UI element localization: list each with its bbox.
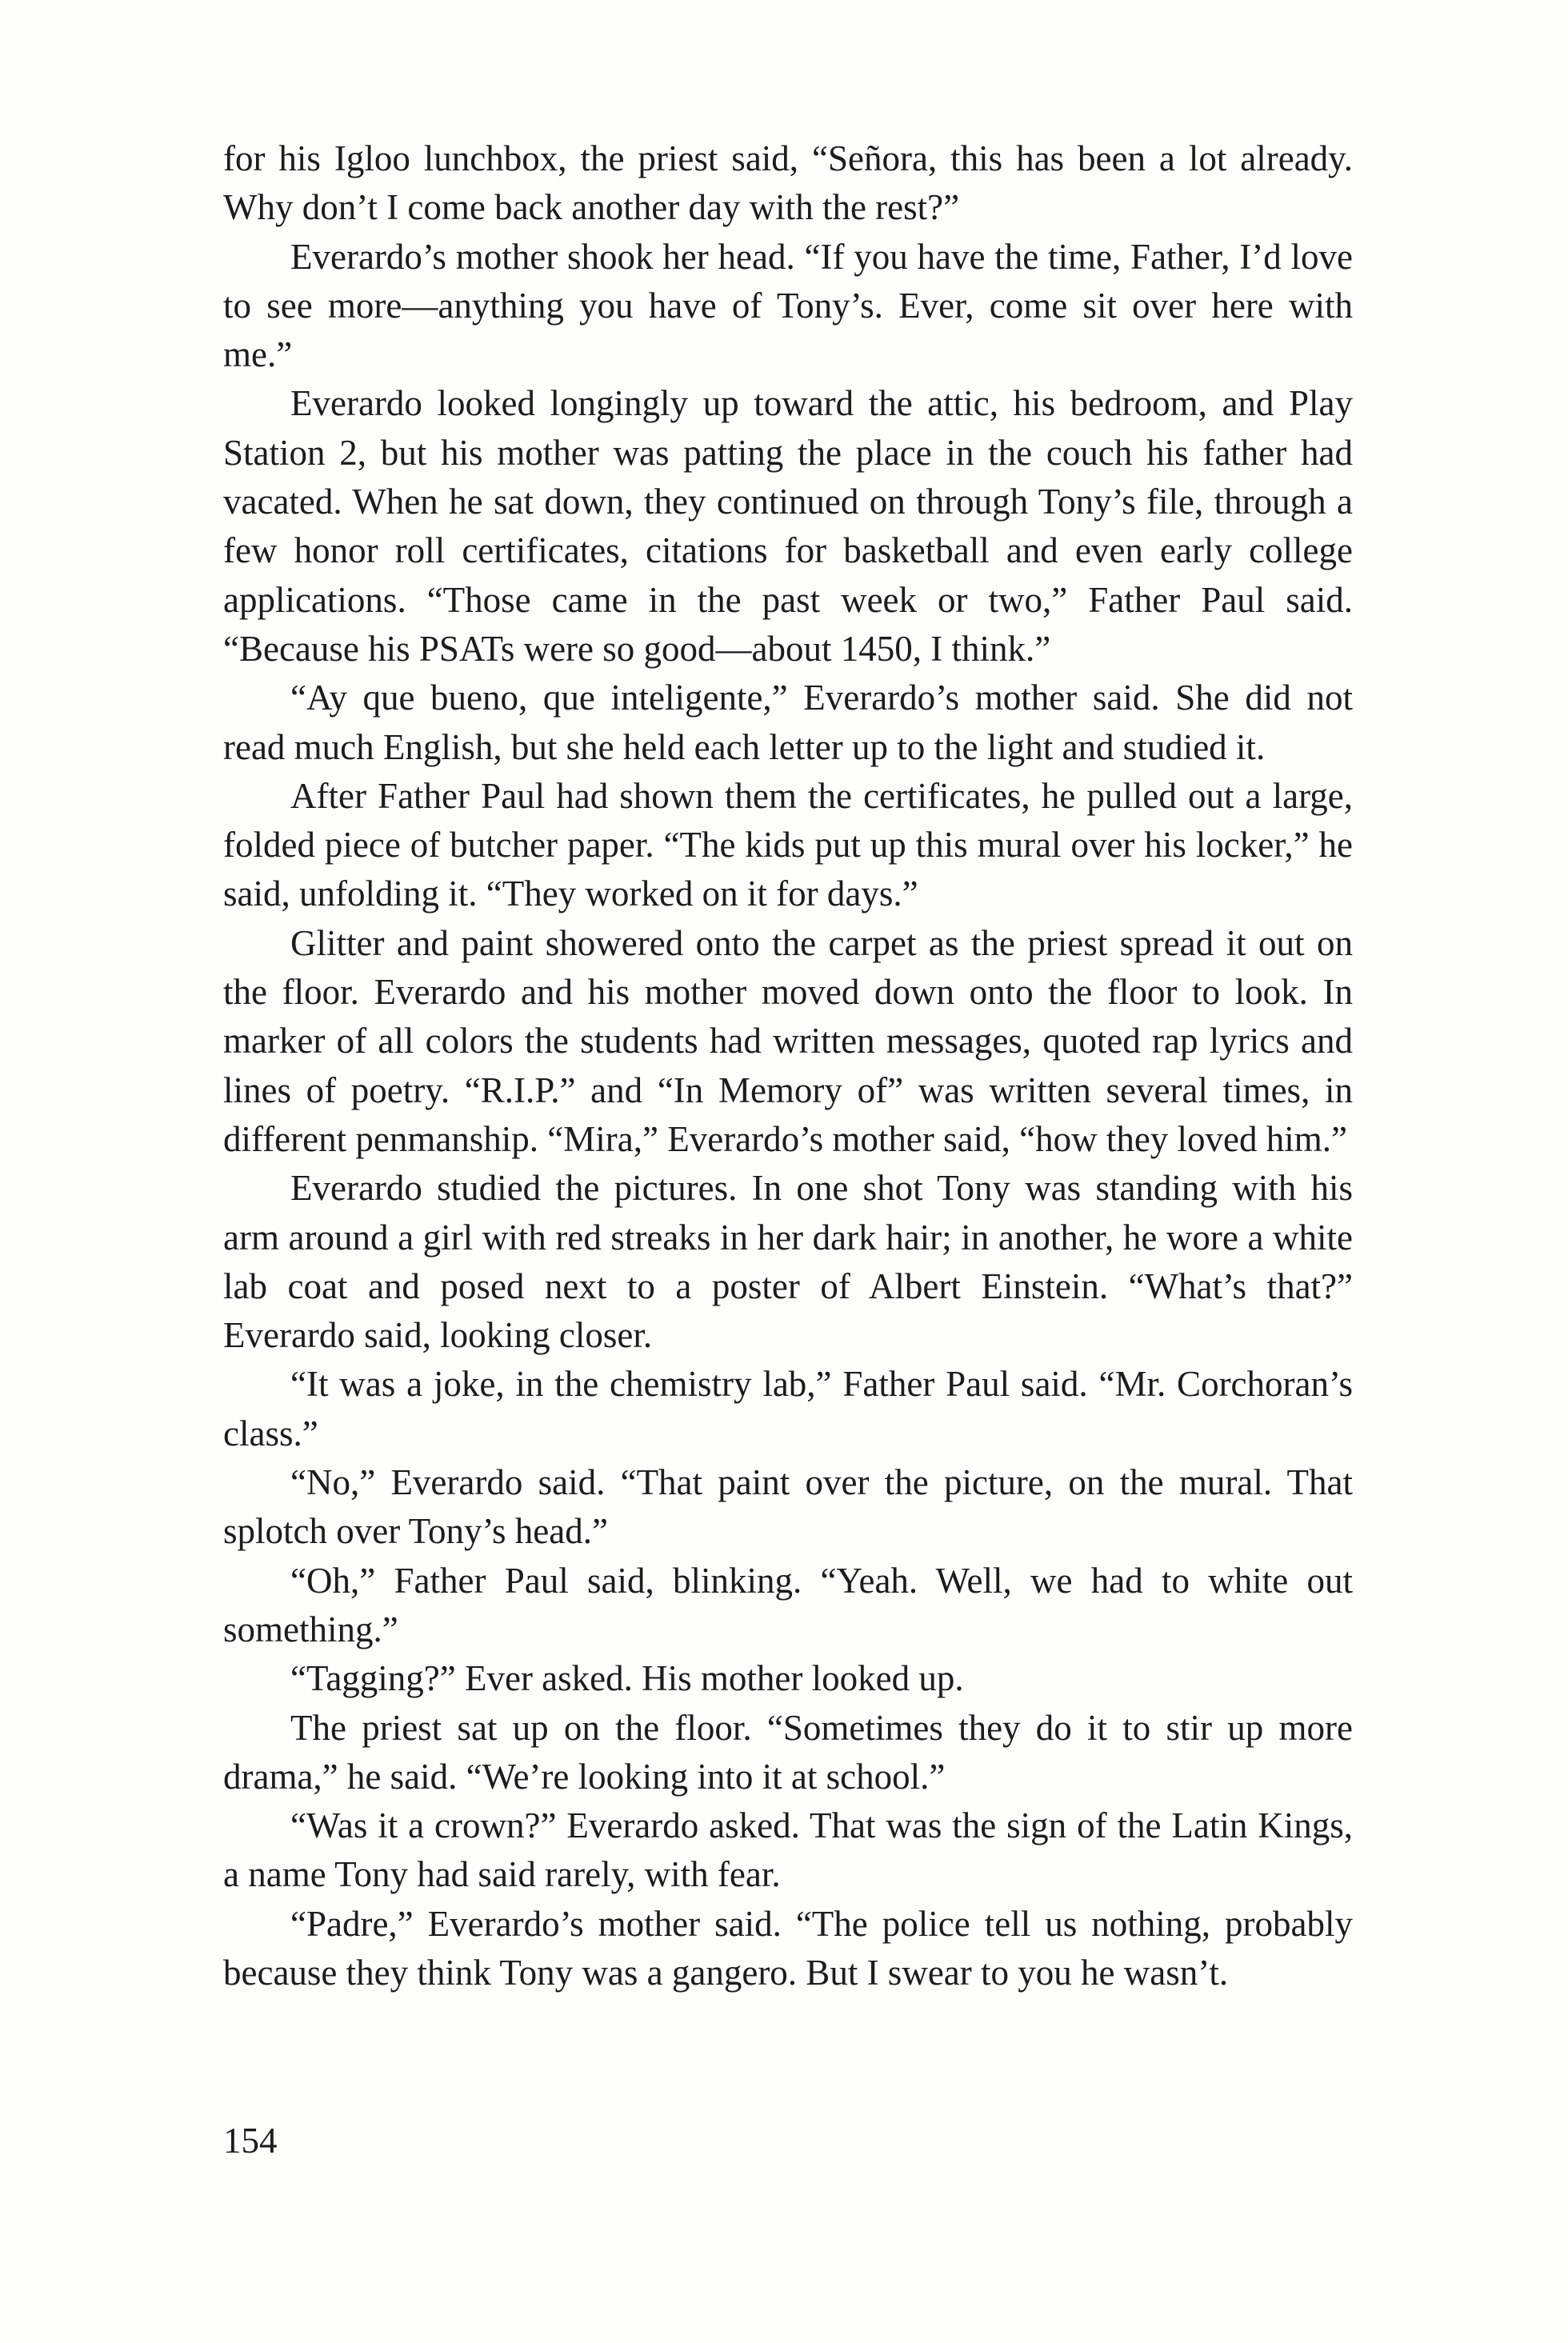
paragraph-2: Everardo’s mother shook her head. “If you have the time, Father, I’d love to see more—anything you have of Tony’s. Ever, come sit over here with me.”: [223, 236, 1353, 375]
paragraph-11: “Tagging?” Ever asked. His mother looked up.: [290, 1658, 964, 1699]
paragraph-14: “Padre,” Everardo’s mother said. “The police tell us nothing, probably because they think Tony was a gangero. But I swear to you he wasn’t.: [223, 1903, 1353, 1993]
paragraph-13: “Was it a crown?” Everardo asked. That was the sign of the Latin Kings, a name Tony had said rarely, with fear.: [223, 1805, 1353, 1895]
body-text: [223, 134, 1353, 1997]
paragraph-10: “Oh,” Father Paul said, blinking. “Yeah. Well, we had to white out something.”: [223, 1560, 1353, 1649]
paragraph-1: for his Igloo lunchbox, the priest said, “Señora, this has been a lot already. Why don’t I come back another day with the rest?”: [223, 138, 1353, 228]
paragraph-9: “No,” Everardo said. “That paint over the picture, on the mural. That splotch over Tony’s head.”: [223, 1462, 1353, 1552]
page-number: 154: [223, 2121, 278, 2161]
paragraph-4: “Ay que bueno, que inteligente,” Everardo’s mother said. She did not read much English, but she held each letter up to the light and studied it.: [223, 678, 1353, 767]
paragraph-12: The priest sat up on the floor. “Sometimes they do it to stir up more drama,” he said. “We’re looking into it at school.”: [223, 1707, 1353, 1797]
paragraph-8: “It was a joke, in the chemistry lab,” Father Paul said. “Mr. Corchoran’s class.”: [223, 1364, 1353, 1453]
paragraph-3: Everardo looked longingly up toward the attic, his bedroom, and Play Station 2, but his mother was patting the place in the couch his father had vacated. When he sat down, they continued on through Tony’s file, through a few honor roll certificates, citations for basketball and even early college applications. “Those came in the past week or two,” Father Paul said. “Because his PSATs were so good—about 1450, I think.”: [223, 383, 1353, 669]
paragraph-6: Glitter and paint showered onto the carpet as the priest spread it out on the floor. Everardo and his mother moved down onto the floor to look. In marker of all colors the students had written messages, quoted rap lyrics and lines of poetry. “R.I.P.” and “In Memory of” was written several times, in different penmanship. “Mira,” Everardo’s mother said, “how they loved him.”: [223, 922, 1353, 1159]
paragraph-5: After Father Paul had shown them the certificates, he pulled out a large, folded piece of butcher paper. “The kids put up this mural over his locker,” he said, unfolding it. “They worked on it for days.”: [223, 775, 1353, 914]
paragraph-7: Everardo studied the pictures. In one shot Tony was standing with his arm around a girl with red streaks in her dark hair; in another, he wore a white lab coat and posed next to a poster of Albert Einstein. “What’s that?” Everardo said, looking closer.: [223, 1168, 1353, 1356]
